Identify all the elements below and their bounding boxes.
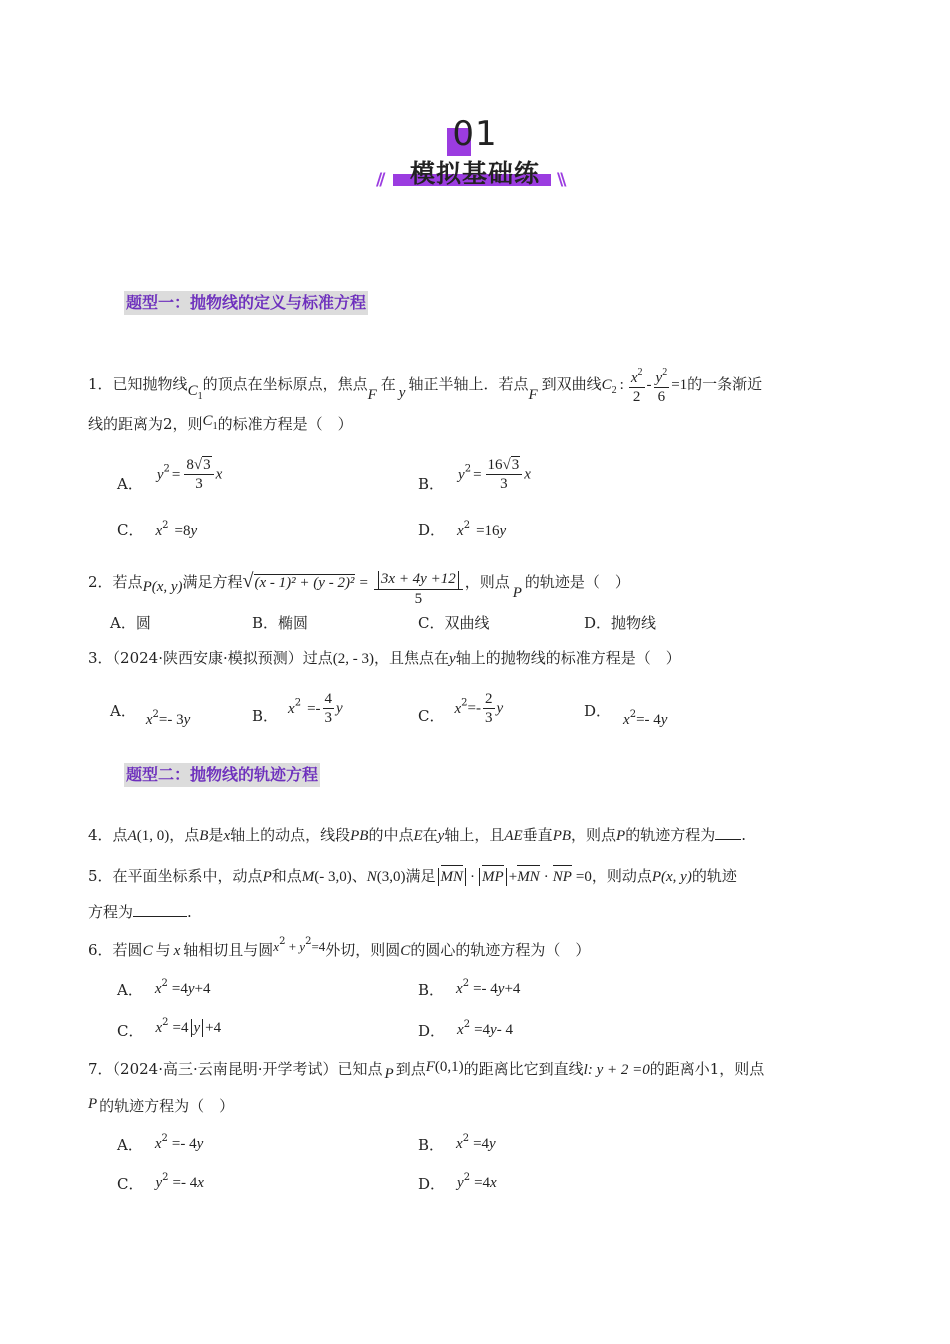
q6-option-d[interactable]	[418, 1017, 513, 1042]
option-text: 椭圆	[278, 614, 309, 632]
option-math: x	[155, 523, 163, 539]
option-letter: B．	[418, 474, 445, 493]
option-letter: A．	[117, 1136, 143, 1154]
question-number: 6．	[88, 941, 113, 959]
q7-text: 的轨迹方程为（ ）	[99, 1097, 235, 1115]
option-letter: C．	[117, 1175, 144, 1193]
n-symbol: N	[366, 869, 377, 885]
answer-blank[interactable]	[133, 916, 187, 917]
q5-text: 和点	[271, 867, 302, 885]
option-letter: D．	[418, 1175, 446, 1193]
option-math: =-	[307, 700, 321, 717]
line-equation: : y + 2 =0	[587, 1062, 650, 1078]
q2-text: 的轨迹是（ ）	[524, 572, 630, 591]
q4-text: 在	[422, 826, 438, 844]
option-letter: A．	[117, 981, 143, 999]
question-number: 4．	[88, 826, 113, 844]
circle-equation: $x^2 + y^2=4$	[273, 936, 326, 954]
q3-text: （2024·陕西安康·模拟预测）过点	[112, 649, 333, 667]
option-letter: B．	[418, 981, 445, 999]
fraction-2-3: $\frac{2}{3}$	[485, 691, 493, 726]
header-number: 01	[452, 114, 498, 154]
y-symbol: y	[449, 651, 456, 667]
colon: :	[619, 377, 624, 393]
q7-text: 的距离小1，则点	[649, 1060, 765, 1078]
option-text: 圆	[135, 614, 151, 632]
p-symbol: P	[616, 828, 626, 844]
question-number: 1．	[88, 375, 113, 393]
fraction-16sqrt3-3: $\frac{16√3}{3}$	[486, 456, 523, 493]
q3-text: ，且焦点在	[374, 649, 450, 667]
q1-text: 的一条渐近	[687, 375, 763, 393]
option-math: x	[524, 466, 531, 483]
option-math: 2	[294, 697, 302, 709]
q2-option-a[interactable]	[110, 613, 151, 633]
option-math: x	[288, 700, 295, 717]
q4-text: 点	[112, 826, 128, 844]
q1-text: 已知抛物线	[112, 375, 188, 393]
vector-mn: MN	[517, 869, 540, 885]
question-6	[88, 936, 590, 962]
point-n: (3,0)	[376, 869, 406, 885]
q7-text: 到点	[395, 1060, 426, 1078]
option-math: y	[190, 523, 198, 539]
p-symbol: P	[88, 1096, 98, 1112]
p-symbol: P	[384, 1066, 394, 1082]
option-math: $x^2 =- 4y+4$	[456, 978, 521, 997]
q4-text: .	[741, 826, 746, 844]
q4-text: 是	[208, 826, 224, 844]
q4-text: 垂直	[522, 826, 553, 844]
q2-option-d[interactable]	[584, 613, 656, 633]
c1-symbol: $C_1$	[187, 383, 203, 402]
option-letter: D．	[418, 521, 446, 539]
question-number: 7．	[88, 1060, 113, 1078]
q2-text: 若点	[112, 572, 143, 591]
equals-one: =1	[671, 377, 688, 393]
b-symbol: B	[199, 828, 209, 844]
question-4	[88, 825, 746, 846]
ae-symbol: AE	[504, 828, 523, 844]
c-symbol: C	[400, 943, 411, 959]
c2-symbol: $C_2$	[601, 377, 617, 396]
section-title-2: 题型二：抛物线的轨迹方程	[124, 763, 320, 787]
plus: +	[508, 869, 518, 885]
option-math: $x^2=-$ 4y	[623, 709, 668, 728]
q2-text: ，则点	[464, 572, 510, 591]
option-letter: C．	[418, 706, 445, 725]
q6-text: 外切，则圆	[325, 941, 401, 959]
q7-option-b[interactable]	[418, 1131, 496, 1156]
vector-mp: MP	[482, 869, 504, 885]
fraction-y2-6: $\frac{y^2}{6}$	[654, 364, 670, 406]
q6-text: 轴相切且与圆	[183, 941, 274, 959]
q5-text: .	[187, 903, 192, 921]
m-symbol: M	[301, 869, 315, 885]
q3-option-d[interactable]	[584, 697, 668, 728]
question-7-line-2	[88, 1096, 234, 1117]
e-symbol: E	[413, 828, 423, 844]
q7-text: （2024·高三·云南昆明·开学考试）已知点	[112, 1060, 383, 1078]
page-header	[0, 110, 950, 200]
point-f: (0,1)	[434, 1059, 464, 1075]
q5-text: 满足	[405, 867, 436, 885]
fraction-distance: $\frac{3x + 4y +12}{5}$	[374, 570, 463, 608]
pb-symbol: PB	[552, 828, 572, 844]
option-math: $x^2 =- 4y$	[154, 1133, 204, 1152]
q1-text: 到双曲线	[541, 375, 602, 393]
q1-text: 的标准方程是（ ）	[217, 415, 353, 433]
q3-option-b[interactable]	[252, 690, 343, 727]
q1-text: 线的距离为2，则	[88, 415, 203, 433]
question-5-line-2	[88, 902, 192, 922]
option-math: 2	[461, 697, 468, 709]
option-math: x	[215, 466, 223, 483]
q3-option-c[interactable]	[418, 690, 503, 727]
option-math: =	[171, 466, 181, 483]
option-math: 2	[464, 463, 472, 475]
question-5-line-1: 5．在平面坐标系中，动点P和点M(- 3,0)、N(3,0)满足 MN · MP +MN · NP =0，则动点P(x, y)的轨迹	[88, 867, 737, 885]
q5-text: 、	[351, 867, 367, 885]
q1-text: 的顶点在坐标原点，焦点	[202, 375, 368, 393]
option-letter: C．	[418, 614, 445, 632]
f-symbol: F	[367, 387, 377, 403]
q6-option-c[interactable]	[117, 1017, 221, 1042]
q1-option-c[interactable]	[117, 516, 197, 541]
q1-option-b[interactable]	[418, 456, 531, 493]
q2-option-c[interactable]	[418, 613, 490, 633]
l-symbol: l	[583, 1062, 588, 1078]
q5-text: 的轨迹	[691, 867, 737, 885]
option-text: 抛物线	[611, 614, 657, 632]
option-math: y	[336, 700, 343, 717]
point-p: P(x, y)	[142, 578, 183, 595]
y-symbol: y	[398, 385, 406, 401]
fraction-8sqrt3-3: $\frac{8√3}{3}$	[184, 456, 213, 493]
option-math: $x^2 =4$ y +4	[155, 1017, 222, 1036]
q4-text: 的中点	[368, 826, 414, 844]
equals-zero: =0	[575, 869, 592, 885]
option-math: 2	[163, 463, 170, 475]
answer-blank[interactable]	[715, 839, 741, 840]
option-math: 2	[162, 520, 169, 531]
option-math: =-	[467, 700, 481, 717]
q5-text: ，则动点	[591, 867, 652, 885]
option-math: $x^2=-$ 3y	[145, 709, 191, 728]
option-letter: B．	[252, 706, 279, 725]
option-letter: B．	[252, 614, 279, 632]
question-number: 5．	[88, 867, 113, 885]
option-math: $x^2 =4y-$ 4	[457, 1019, 513, 1038]
q4-text: 轴上，且	[444, 826, 505, 844]
option-letter: A．	[117, 474, 143, 493]
q6-text: 与	[155, 941, 171, 959]
option-math: y	[499, 523, 507, 539]
q5-text: 方程为	[88, 903, 134, 921]
q6-text: 的圆心的轨迹方程为（ ）	[410, 941, 591, 959]
q1-text: 在	[380, 375, 396, 393]
option-math: x	[454, 700, 462, 717]
q2-text: 满足方程	[182, 572, 243, 591]
vector-np: NP	[552, 869, 572, 885]
q4-text: 的轨迹方程为	[625, 826, 716, 844]
header-title: 模拟基础练	[409, 159, 540, 188]
pb-symbol: PB	[350, 828, 369, 844]
vector-mn: MN	[440, 869, 464, 885]
q7-text: 的距离比它到直线	[463, 1060, 584, 1078]
question-2	[88, 564, 630, 607]
q6-option-b[interactable]	[418, 976, 520, 1001]
y-symbol: y	[437, 828, 445, 844]
point-2-minus3: (2, - 3)	[332, 651, 375, 667]
x-symbol: x	[173, 943, 181, 959]
radicand: (x - 1)² + (y - 2)²	[254, 574, 355, 591]
q3-option-a[interactable]	[110, 697, 191, 728]
option-math: =16	[476, 523, 500, 539]
q2-option-b[interactable]	[252, 613, 308, 633]
fraction-4-3: $\frac{4}{3}$	[324, 691, 333, 726]
question-number: 2．	[88, 572, 113, 591]
q6-text: 若圆	[112, 941, 143, 959]
left-slash-icon: //	[376, 170, 383, 190]
p-symbol: P	[512, 584, 522, 601]
option-letter: C．	[117, 1022, 144, 1040]
sqrt-icon: √	[242, 569, 254, 592]
option-math: y	[496, 700, 504, 717]
option-letter: D．	[584, 702, 612, 720]
q4-text: ，点	[169, 826, 200, 844]
right-slash-icon: \\	[557, 170, 564, 190]
q4-text: ，则点	[571, 826, 617, 844]
minus: -	[646, 377, 652, 393]
option-letter: A．	[110, 614, 136, 632]
option-math: x	[457, 523, 464, 539]
p-symbol: P	[262, 869, 272, 885]
option-math: y	[156, 466, 164, 483]
option-math: $x^2 =4y$	[456, 1133, 496, 1152]
q3-text: 轴上的抛物线的标准方程是（ ）	[455, 649, 681, 667]
f-symbol: F	[425, 1059, 435, 1075]
question-number: 3．	[88, 649, 113, 667]
q4-text: 轴上的动点，线段	[230, 826, 351, 844]
q7-option-d[interactable]	[418, 1170, 497, 1195]
question-1-line-2	[88, 414, 353, 441]
question-3	[88, 648, 681, 669]
option-letter: D．	[418, 1022, 446, 1040]
option-letter: A．	[110, 702, 136, 720]
q7-option-c[interactable]	[117, 1170, 204, 1195]
point-p: P(x, y)	[651, 869, 692, 885]
point-m: (- 3,0)	[314, 869, 352, 885]
c-symbol: C	[142, 943, 153, 959]
question-1-line-1	[88, 364, 762, 406]
option-math: 2	[463, 520, 471, 531]
q6-option-a[interactable]	[117, 976, 211, 1001]
x-symbol: x	[223, 828, 231, 844]
option-math: =8	[174, 523, 191, 539]
section-title-1: 题型一：抛物线的定义与标准方程	[124, 291, 368, 315]
q5-text: 在平面坐标系中，动点	[112, 867, 263, 885]
option-math: =	[473, 466, 482, 483]
f-symbol: F	[528, 387, 538, 403]
option-letter: B．	[418, 1136, 445, 1154]
q7-option-a[interactable]	[117, 1131, 203, 1156]
option-math: y	[458, 466, 465, 483]
equals: =	[359, 574, 368, 591]
option-math: $y^2 =- 4x$	[155, 1172, 204, 1191]
option-letter: C．	[117, 521, 144, 539]
q1-option-a[interactable]	[117, 456, 222, 493]
option-math: $y^2 =4x$	[457, 1172, 497, 1191]
q1-text: 轴正半轴上．若点	[408, 375, 529, 393]
point-a: (1, 0)	[136, 828, 170, 844]
question-7-line-1	[88, 1059, 764, 1080]
option-math: $x^2 =4y+4$	[154, 978, 211, 997]
option-text: 双曲线	[444, 614, 490, 632]
a-symbol: A	[127, 828, 137, 844]
c1-symbol: $C_1$	[202, 413, 218, 432]
fraction-x2-2: $\frac{x^2}{2}$	[629, 364, 645, 406]
option-letter: D．	[584, 614, 612, 632]
q1-option-d[interactable]	[418, 516, 506, 541]
